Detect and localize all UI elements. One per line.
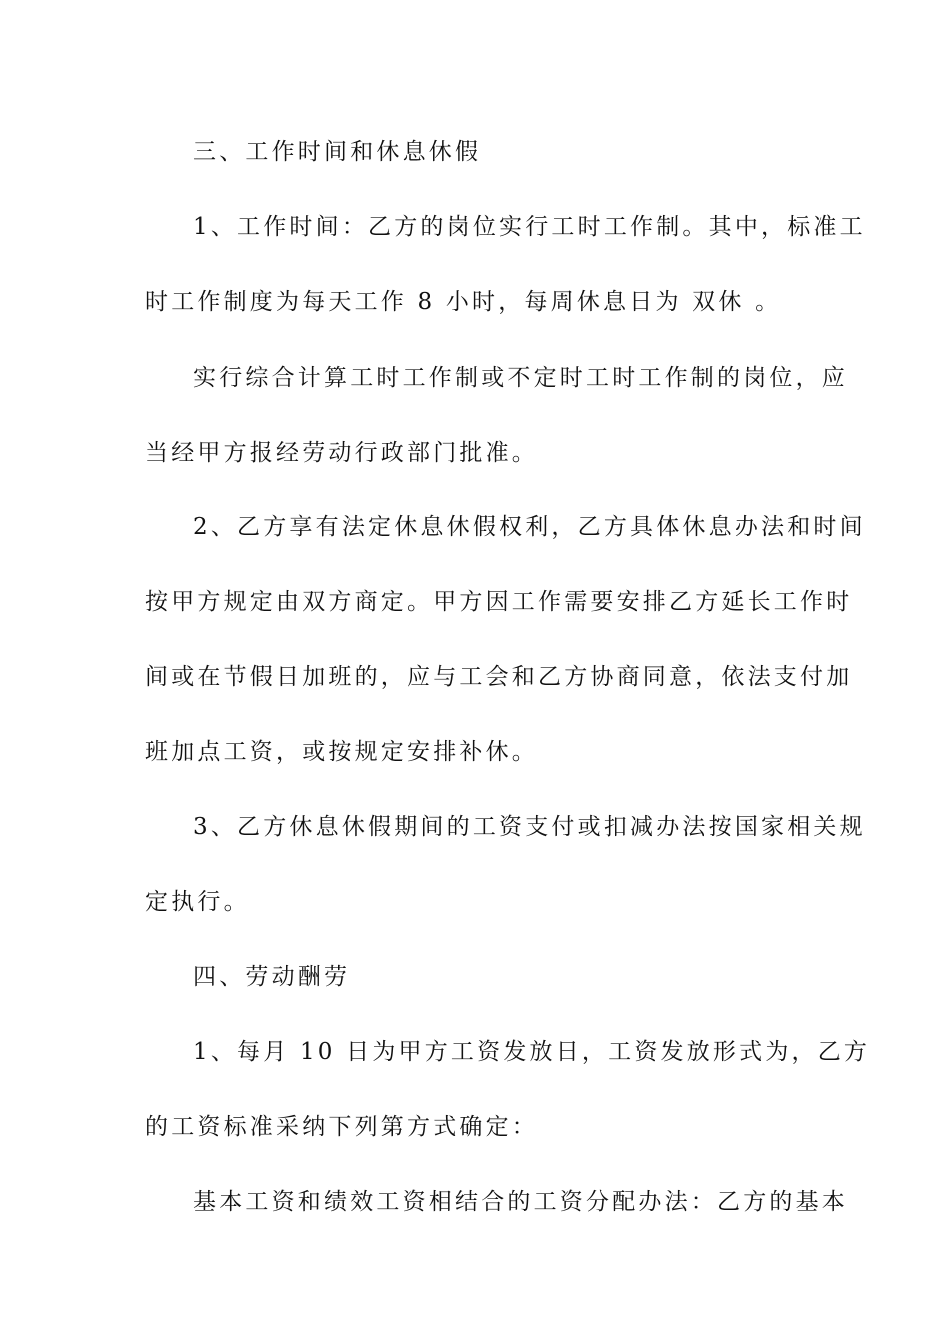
- paragraph-line: 当经甲方报经劳动行政部门批准。: [145, 440, 538, 466]
- paragraph-line: 2、乙方享有法定休息休假权利，乙方具体休息办法和时间: [193, 514, 866, 540]
- paragraph-line: 时工作制度为每天工作 8 小时，每周休息日为 双休 。: [145, 289, 782, 315]
- paragraph-line: 实行综合计算工时工作制或不定时工时工作制的岗位，应: [193, 365, 848, 391]
- section-heading-work-hours: 三、工作时间和休息休假: [193, 139, 482, 165]
- paragraph-line: 1、工作时间：乙方的岗位实行工时工作制。其中，标准工: [193, 214, 866, 240]
- paragraph-line: 班加点工资，或按规定安排补休。: [145, 739, 538, 765]
- paragraph-line: 的工资标准采纳下列第方式确定：: [145, 1114, 538, 1140]
- paragraph-line: 1、每月 10 日为甲方工资发放日，工资发放形式为，乙方: [193, 1039, 871, 1065]
- paragraph-line: 基本工资和绩效工资相结合的工资分配办法：乙方的基本: [193, 1189, 848, 1215]
- section-heading-compensation: 四、劳动酬劳: [193, 964, 351, 990]
- paragraph-line: 按甲方规定由双方商定。甲方因工作需要安排乙方延长工作时: [145, 589, 853, 615]
- paragraph-line: 3、乙方休息休假期间的工资支付或扣减办法按国家相关规: [193, 814, 866, 840]
- paragraph-line: 定执行。: [145, 889, 250, 915]
- paragraph-line: 间或在节假日加班的，应与工会和乙方协商同意，依法支付加: [145, 664, 853, 690]
